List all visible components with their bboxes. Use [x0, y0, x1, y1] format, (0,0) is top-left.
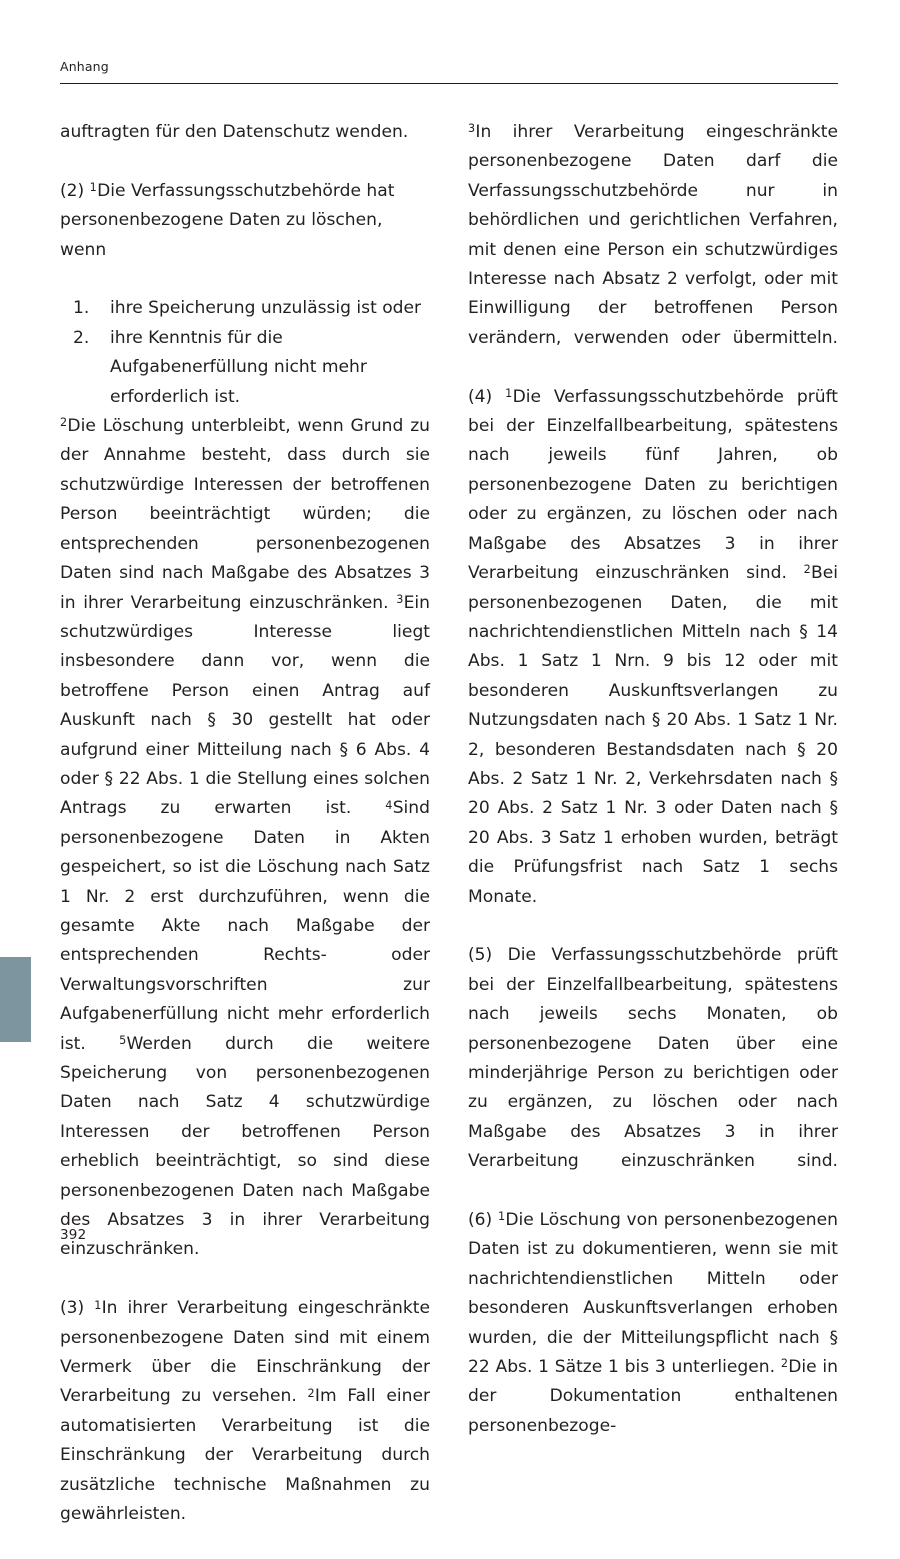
left-column	[60, 118, 430, 1559]
sentence-text: In ihrer Verarbeitung eingeschränkte personenbezogene Daten sind mit einem Vermerk über die Einschränkung der Verarbeitung zu versehen.	[60, 1298, 430, 1407]
sentence-number: 2	[780, 1357, 788, 1371]
list-item-text: ihre Kenntnis für die Aufgabenerfüllung nicht mehr erforderlich ist.	[110, 327, 367, 407]
paragraph	[60, 118, 430, 177]
sentence-number: 1	[94, 1298, 102, 1312]
sentence-text: Die Verfassungsschutzbehörde hat personenbezogene Daten zu löschen, wenn	[60, 180, 395, 260]
numbered-list	[60, 294, 430, 412]
sentence-number: 5	[119, 1033, 127, 1047]
sentence-number: 2	[803, 563, 811, 577]
paragraph-marker: (4)	[468, 386, 506, 407]
paragraph	[60, 1294, 430, 1559]
paragraph	[468, 383, 838, 942]
sentence-text: Bei personenbezogenen Daten, die mit nachrichtendienstlichen Mitteln nach § 14 Abs. 1 Satz 1 Nrn. 9 bis 12 oder mit besonderen Auskunftsverlangen zu Nutzungsdaten nach § 20 Abs. 1 Satz 1 Nr. 2, besonderen Bestandsdaten nach § 20 Abs. 2 Satz 1 Nr. 2, Verkehrsdaten nach § 20 Abs. 2 Satz 1 Nr. 3 oder Daten nach § 20 Abs. 3 Satz 1 erhoben wurden, beträgt die Prüfungsfrist nach Satz 1 sechs Monate.	[468, 563, 838, 907]
page-number: 392	[60, 1227, 87, 1243]
list-item-marker: 1.	[73, 298, 90, 319]
thumb-index-tab	[0, 957, 31, 1042]
sentence-text: Die Löschung von personenbezogenen Daten ist zu dokumentieren, wenn sie mit nachrichtendienstlichen Mitteln oder besonderen Auskunftsverlangen erhoben wurden, die der Mitteilungspflicht nach § 22 Abs. 1 Sätze 1 bis 3 unterliegen.	[468, 1210, 838, 1378]
paragraph	[468, 118, 838, 383]
list-item	[60, 294, 430, 323]
sentence-number: 1	[497, 1210, 506, 1224]
sentence-text: Die Verfassungsschutzbehörde prüft bei der Einzelfallbearbeitung, spätestens nach jeweils fünf Jahren, ob personenbezogene Daten zu berichtigen oder zu ergänzen, zu löschen oder nach Maßgabe des Absatzes 3 in ihrer Verarbeitung einzuschränken sind.	[468, 386, 838, 584]
list-item	[60, 324, 430, 412]
list-item-marker: 2.	[73, 327, 90, 348]
running-head-label: Anhang	[60, 59, 109, 74]
paragraph	[60, 177, 430, 295]
sentence-number: 1	[89, 181, 97, 195]
sentence-text: Ein schutzwürdiges Interesse liegt insbesondere dann vor, wenn die betroffene Person einen Antrag auf Auskunft nach § 30 gestellt hat oder aufgrund einer Mitteilung nach § 6 Abs. 4 oder § 22 Abs. 1 die Stellung eines solchen Antrags zu erwarten ist.	[60, 592, 430, 819]
paragraph	[468, 1206, 838, 1471]
sentence-text: auftragten für den Datenschutz wenden.	[60, 122, 409, 142]
sentence-text: In ihrer Verarbeitung eingeschränkte personenbezogene Daten darf die Verfassungsschutzbehörde nur in behördlichen und gerichtlichen Verfahren, mit denen eine Person ein schutzwürdiges Interesse nach Absatz 2 verfolgt, oder mit Einwilligung der betroffenen Person verändern, verwenden oder übermitteln.	[468, 122, 838, 348]
header-rule	[60, 83, 838, 84]
running-head	[60, 59, 838, 75]
sentence-text: Im Fall einer automatisierten Verarbeitung ist die Einschränkung der Verarbeitung durch zusätzliche technische Maßnahmen zu gewährleisten.	[60, 1386, 430, 1525]
paragraph-marker: (3)	[60, 1298, 95, 1319]
paragraph-marker: (6)	[468, 1210, 498, 1231]
paragraph-marker: (5)	[468, 945, 508, 966]
text-columns	[60, 118, 838, 1559]
sentence-number: 3	[396, 592, 404, 606]
sentence-text: Die in der Dokumentation enthaltenen personenbezoge-	[468, 1357, 838, 1436]
paragraph-marker: (2)	[60, 180, 90, 201]
sentence-number: 2	[307, 1386, 315, 1400]
sentence-number: 1	[505, 386, 513, 400]
right-column	[468, 118, 838, 1559]
sentence-text: Die Löschung unterbleibt, wenn Grund zu der Annahme besteht, dass durch sie schutzwürdige Interessen der betroffenen Person beeinträchtigt würden; die entsprechenden personenbezogenen Daten sind nach Maßgabe des Absatzes 3 in ihrer Verarbeitung einzuschränken.	[60, 416, 430, 613]
sentence-text: Die Verfassungsschutzbehörde prüft bei der Einzelfallbearbeitung, spätestens nach jeweils sechs Monaten, ob personenbezogene Daten über eine minderjährige Person zu berichtigen oder zu ergänzen, zu löschen oder nach Maßgabe des Absatzes 3 in ihrer Verarbeitung einzuschränken sind.	[468, 945, 838, 1172]
paragraph	[60, 412, 430, 1294]
sentence-text: Sind personenbezogene Daten in Akten gespeichert, so ist die Löschung nach Satz 1 Nr. 2 erst durchzuführen, wenn die gesamte Akte nach Maßgabe der entsprechenden Rechts- oder Verwaltungsvorschriften zur Aufgabenerfüllung nicht mehr erforderlich ist.	[60, 798, 430, 1054]
sentence-number: 4	[385, 798, 393, 812]
sentence-text: Werden durch die weitere Speicherung von personenbezogenen Daten nach Satz 4 schutzwürdige Interessen der betroffenen Person erheblich beeinträchtigt, so sind diese personenbezogenen Daten nach Maßgabe des Absatzes 3 in ihrer Verarbeitung einzuschränken.	[60, 1033, 430, 1260]
sentence-number: 2	[60, 416, 68, 430]
sentence-number: 3	[468, 122, 476, 136]
paragraph	[468, 941, 838, 1206]
list-item-text: ihre Speicherung unzulässig ist oder	[110, 298, 422, 319]
